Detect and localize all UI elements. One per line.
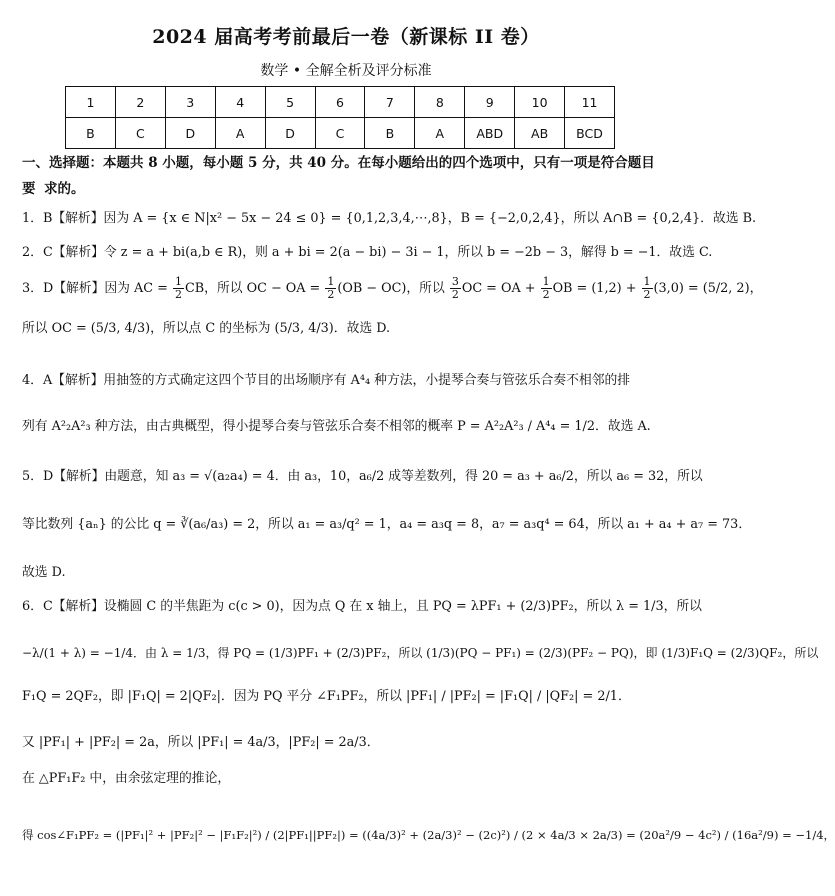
question-number: 1	[66, 87, 116, 118]
page-subtitle: 数学 • 全解全析及评分标准	[260, 63, 432, 79]
answer-cell: B	[365, 118, 415, 149]
fraction: $\frac{1}{2}$	[542, 275, 550, 301]
solution-3-line-2: 所以 OC = (5/3, 4/3)，所以点 C 的坐标为 (5/3, 4/3)．故选 D.	[22, 321, 391, 336]
solution-2: 2．C【解析】令 z = a + bi(a,b ∈ R)，则 a + bi = 2(a − bi) − 3i − 1，所以 b = −2b − 3，解得 b = −1．故选 C.	[22, 245, 713, 260]
answer-table	[65, 86, 615, 149]
answer-cell: C	[115, 118, 165, 149]
solution-4-line-1: 4．A【解析】用抽签的方式确定这四个节目的出场顺序有 A⁴₄ 种方法，小提琴合奏与管弦乐合奏不相邻的排	[22, 373, 631, 388]
s3-part: (OB − OC)，所以	[337, 281, 449, 296]
question-number: 2	[115, 87, 165, 118]
solution-5-line-3: 故选 D.	[22, 565, 66, 580]
solution-3-line-1	[22, 275, 763, 301]
solution-1: 1．B【解析】因为 A = {x ∈ N|x² − 5x − 24 ≤ 0} = {0,1,2,3,4,⋯,8}，B = {−2,0,2,4}，所以 A∩B = {0,2,4}．故选 B.	[22, 211, 757, 226]
fraction: $\frac{1}{2}$	[643, 275, 651, 301]
solution-4-line-2: 列有 A²₂A²₃ 种方法，由古典概型，得小提琴合奏与管弦乐合奏不相邻的概率 P = A²₂A²₃ / A⁴₄ = 1/2．故选 A.	[22, 419, 651, 434]
fraction: $\frac{1}{2}$	[327, 275, 335, 301]
section-heading: 一、选择题：本题共 8 小题，每小题 5 分，共 40 分。在每小题给出的四个选项中，只有一项是符合题目要	[22, 155, 655, 197]
question-number: 4	[215, 87, 265, 118]
question-number: 6	[315, 87, 365, 118]
page-title: 2024 届高考考前最后一卷（新课标 II 卷）	[152, 26, 540, 48]
answer-cell: D	[265, 118, 315, 149]
solution-5-line-1: 5．D【解析】由题意，知 a₃ = √(a₂a₄) = 4．由 a₃，10，a₆/2 成等差数列，得 20 = a₃ + a₆/2，所以 a₆ = 32，所以	[22, 469, 703, 484]
answer-cell: BCD	[565, 118, 615, 149]
answer-cell: A	[215, 118, 265, 149]
s3-part: OB = (1,2) +	[552, 281, 641, 296]
answer-cell: C	[315, 118, 365, 149]
s3-part: OC = OA +	[461, 281, 540, 296]
question-number: 7	[365, 87, 415, 118]
solution-6-line-3: F₁Q = 2QF₂，即 |F₁Q| = 2|QF₂|．因为 PQ 平分 ∠F₁PF₂，所以 |PF₁| / |PF₂| = |F₁Q| / |QF₂| = 2/1．	[22, 689, 631, 704]
s3-part: CB，所以 OC − OA =	[184, 281, 325, 296]
s3-part: 3．D【解析】因为 AC =	[22, 281, 172, 296]
solution-6-line-1: 6．C【解析】设椭圆 C 的半焦距为 c(c > 0)，因为点 Q 在 x 轴上，且 PQ = λPF₁ + (2/3)PF₂，所以 λ = 1/3，所以	[22, 599, 702, 614]
question-number: 5	[265, 87, 315, 118]
question-number: 8	[415, 87, 465, 118]
solution-6-line-6: 得 cos∠F₁PF₂ = (|PF₁|² + |PF₂|² − |F₁F₂|²) / (2|PF₁||PF₂|) = ((4a/3)² + (2a/3)² − (2c)²) / (2 × 4a/3 × 2a/3) = (20a²/9 − 4c²) / (16a²/9) = −1/4，	[22, 828, 835, 842]
answer-cell: A	[415, 118, 465, 149]
question-number: 3	[165, 87, 215, 118]
fraction: $\frac{1}{2}$	[174, 275, 182, 301]
solution-5-line-2: 等比数列 {aₙ} 的公比 q = ∛(a₆/a₃) = 2，所以 a₁ = a₃/q² = 1，a₄ = a₃q = 8，a₇ = a₃q⁴ = 64，所以 a₁ + a₄ + a₇ = 73．	[22, 517, 752, 532]
solution-6-line-5: 在 △PF₁F₂ 中，由余弦定理的推论，	[22, 771, 231, 786]
answer-cell: D	[165, 118, 215, 149]
question-number: 11	[565, 87, 615, 118]
fraction: $\frac{3}{2}$	[451, 275, 459, 301]
s3-part: (3,0) = (5/2, 2)，	[653, 281, 763, 296]
question-number: 10	[515, 87, 565, 118]
answer-cell: ABD	[465, 118, 515, 149]
section-heading-cont: 求的。	[44, 181, 85, 197]
solution-6-line-2: −λ/(1 + λ) = −1/4．由 λ = 1/3，得 PQ = (1/3)PF₁ + (2/3)PF₂，所以 (1/3)(PQ − PF₁) = (2/3)(PF₂ − PQ)，即 (1/3)F₁Q = (2/3)QF₂，所以	[22, 646, 819, 660]
answer-cell: B	[66, 118, 116, 149]
answer-table-answer-row	[66, 118, 615, 149]
question-number: 9	[465, 87, 515, 118]
solution-6-line-4: 又 |PF₁| + |PF₂| = 2a，所以 |PF₁| = 4a/3，|PF₂| = 2a/3．	[22, 735, 380, 750]
answer-cell: AB	[515, 118, 565, 149]
answer-table-number-row	[66, 87, 615, 118]
